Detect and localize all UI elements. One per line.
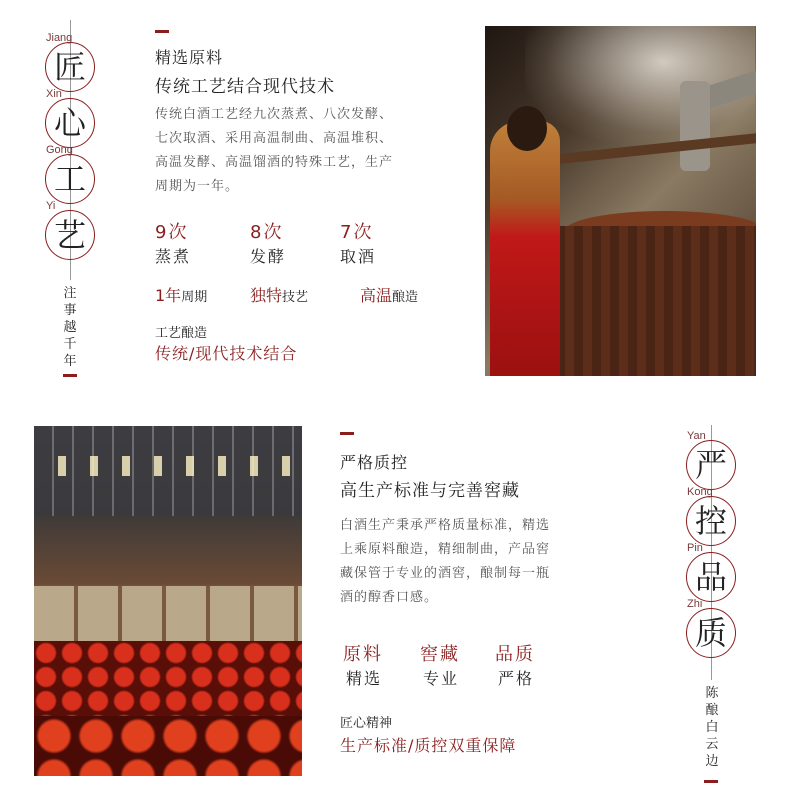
badge-pinyin: Gong <box>46 144 73 156</box>
paragraph-line: 上乘原料酿造，精细制曲，产品窖 <box>340 542 551 557</box>
stat-label: 取酒 <box>340 247 377 266</box>
badge-yi <box>45 200 95 260</box>
badge-pinyin: Yi <box>46 200 56 212</box>
stat-label: 专业 <box>423 669 460 688</box>
title-accent-bar <box>340 432 354 435</box>
paragraph-line: 酒的醇香口感。 <box>340 590 439 605</box>
spirit-label: 匠心精神 <box>340 716 393 731</box>
badge-kong <box>686 486 736 546</box>
craft-highlight: 传统/现代技术结合 <box>155 344 298 363</box>
badge-pinyin: Kong <box>687 486 713 498</box>
feature-main: 独特 <box>250 286 283 305</box>
stat-number: 8次 <box>250 222 284 243</box>
paragraph-line: 周期为一年。 <box>155 179 240 194</box>
feature-cycle <box>155 283 207 306</box>
feature-sub: 周期 <box>181 290 208 305</box>
section-title: 严格质控 <box>340 453 409 472</box>
paragraph-line: 白酒生产秉承严格质量标准，精选 <box>340 518 551 533</box>
stat-extract <box>340 218 376 267</box>
description-paragraph <box>155 103 485 199</box>
feature-unique <box>250 283 308 306</box>
stat-number: 9次 <box>155 222 189 243</box>
craft-label: 工艺酿造 <box>155 326 208 341</box>
badge-xin <box>45 88 95 148</box>
badge-char: 匠 <box>53 48 86 86</box>
stat-steam <box>155 218 191 267</box>
badge-zhi <box>686 598 736 658</box>
badge-char: 艺 <box>53 216 86 254</box>
badge-pinyin: Jiang <box>46 32 73 44</box>
badge-pinyin: Zhi <box>687 598 703 610</box>
badge-pin <box>686 542 736 602</box>
badge-char: 严 <box>694 446 727 484</box>
badge-pinyin: Pin <box>687 542 703 554</box>
badge-jiang <box>45 32 95 92</box>
section-subtitle: 传统工艺结合现代技术 <box>155 77 335 97</box>
title-accent-bar <box>155 30 169 33</box>
spirit-highlight: 生产标准/质控双重保障 <box>340 736 517 755</box>
stat-label: 蒸煮 <box>155 247 192 266</box>
stat-material <box>343 640 383 689</box>
badge-char: 品 <box>694 558 727 596</box>
stat-ferment <box>250 218 286 267</box>
section-subtitle: 高生产标准与完善窖藏 <box>340 481 520 501</box>
feature-main: 1年 <box>155 286 182 305</box>
badge-pinyin: Yan <box>687 430 706 442</box>
feature-sub: 酿造 <box>392 290 419 305</box>
badge-char: 控 <box>694 502 727 540</box>
badge-gong <box>45 144 95 204</box>
stat-cellar <box>420 640 460 689</box>
stat-number: 7次 <box>340 222 374 243</box>
cellar-photo <box>34 426 302 776</box>
side-vertical-text: 注事越千年 <box>63 286 77 369</box>
side-accent-bar <box>704 780 718 783</box>
feature-sub: 技艺 <box>282 290 309 305</box>
paragraph-line: 传统白酒工艺经九次蒸煮、八次发酵、 <box>155 107 394 122</box>
badge-yan <box>686 430 736 490</box>
feature-main: 高温 <box>360 286 393 305</box>
stat-label: 严格 <box>498 669 535 688</box>
section-title: 精选原料 <box>155 48 224 67</box>
badge-char: 心 <box>53 104 86 142</box>
stat-label: 精选 <box>346 669 383 688</box>
side-accent-bar <box>63 374 77 377</box>
badge-char: 工 <box>53 160 86 198</box>
stat-number: 品质 <box>495 644 535 665</box>
side-vertical-text: 陈酿白云边 <box>705 686 719 769</box>
stat-quality <box>495 640 535 689</box>
feature-hightemp <box>360 283 418 306</box>
stat-number: 窖藏 <box>420 644 460 665</box>
badge-char: 质 <box>694 614 727 652</box>
brewing-photo <box>485 26 756 376</box>
stat-number: 原料 <box>343 644 383 665</box>
description-paragraph <box>340 514 650 610</box>
badge-pinyin: Xin <box>46 88 62 100</box>
paragraph-line: 藏保管于专业的酒窖，酿制每一瓶 <box>340 566 551 581</box>
paragraph-line: 七次取酒、采用高温制曲、高温堆积、 <box>155 131 394 146</box>
stat-label: 发酵 <box>250 247 287 266</box>
paragraph-line: 高温发酵、高温馏酒的特殊工艺，生产 <box>155 155 394 170</box>
